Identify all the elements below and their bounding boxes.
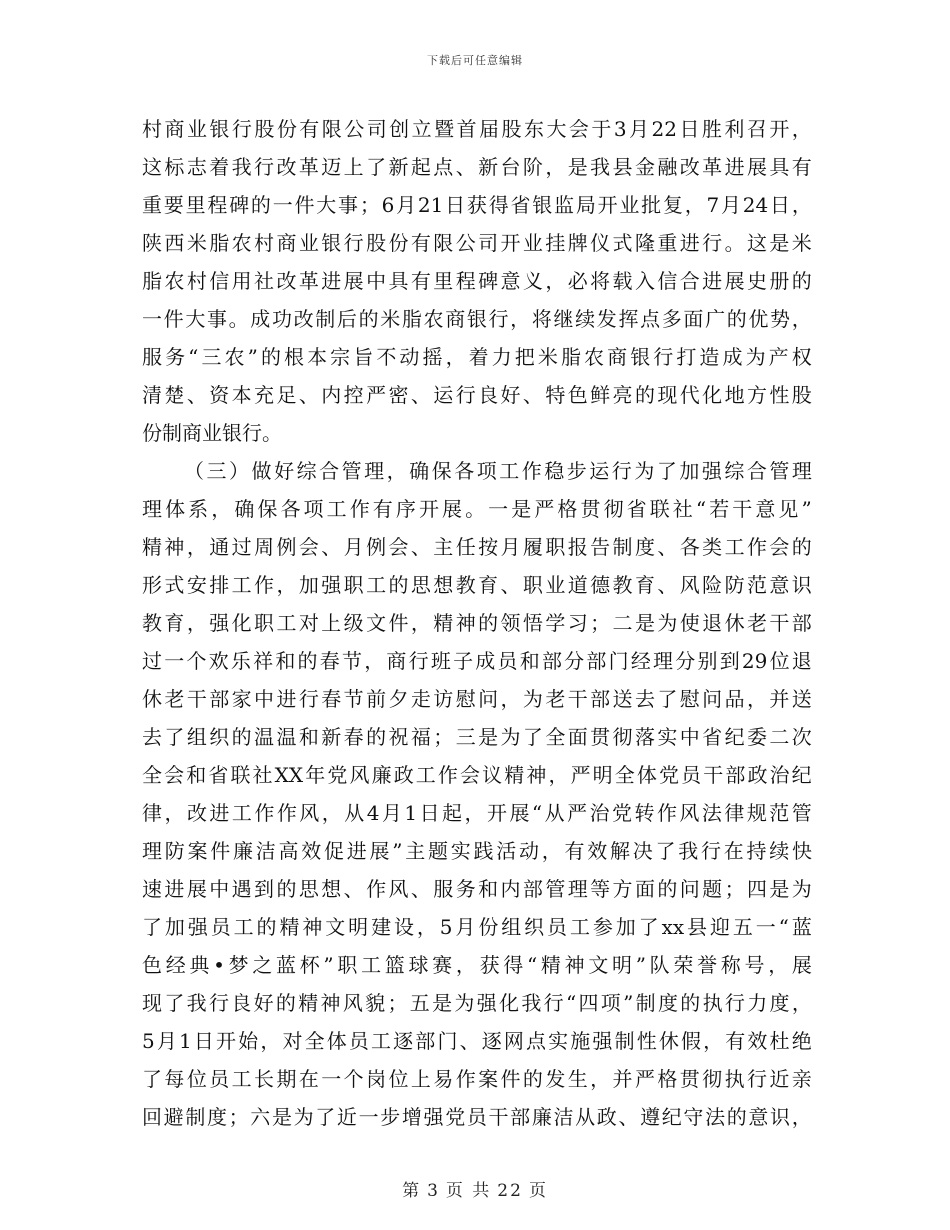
footer-suffix: 页 xyxy=(528,1181,548,1201)
text-line: 回 避 制 度 ； 六 是 为 了 近 一 步 增 强 党 员 干 部 廉 洁 从 政 、 遵 纪 守 法 的 意 识 ， xyxy=(142,1105,812,1129)
text-line: 全 会 和 省 联 社 XX 年 党 风 廉 政 工 作 会 议 精 神 ， 严 明 全 体 党 员 干 部 政 治 纪 xyxy=(142,763,812,787)
total-pages-number: 22 xyxy=(497,1181,523,1201)
text-line: 律 ， 改 进 工 作 作 风 ， 从 4 月 1 日 起 ， 开 展 “ 从 严 治 党 转 作 风 法 律 规 范 管 xyxy=(142,801,812,825)
page-header: 下载后可任意编辑 xyxy=(427,54,523,67)
footer-middle: 页 共 xyxy=(445,1181,492,1201)
current-page-number: 3 xyxy=(427,1181,440,1201)
text-line: 精 神 ， 通 过 周 例 会 、 月 例 会 、 主 任 按 月 履 职 报 告 制 度 、 各 类 工 作 会 的 xyxy=(142,535,812,559)
text-line: 这 标 志 着 我 行 改 革 迈 上 了 新 起 点 、 新 台 阶 ， 是 我 县 金 融 改 革 进 展 具 有 xyxy=(142,155,812,179)
text-line: 理 体 系 ， 确 保 各 项 工 作 有 序 开 展 。 一 是 严 格 贯 彻 省 联 社 “ 若 干 意 见 ” xyxy=(142,497,812,521)
text-line: 休 老 干 部 家 中 进 行 春 节 前 夕 走 访 慰 问 ， 为 老 干 部 送 去 了 慰 问 品 ， 并 送 xyxy=(142,687,812,711)
text-line: 服 务 “ 三 农 ” 的 根 本 宗 旨 不 动 摇 ， 着 力 把 米 脂 农 商 银 行 打 造 成 为 产 权 xyxy=(142,345,812,369)
text-line: 重 要 里 程 碑 的 一 件 大 事 ； 6 月 21 日 获 得 省 银 监 局 开 业 批 复 ， 7 月 24 日 ， xyxy=(142,193,812,217)
text-line: 现 了 我 行 良 好 的 精 神 风 貌 ； 五 是 为 强 化 我 行 “ 四 项 ” 制 度 的 执 行 力 度 ， xyxy=(142,991,812,1015)
text-line: 速 进 展 中 遇 到 的 思 想 、 作 风 、 服 务 和 内 部 管 理 等 方 面 的 问 题 ； 四 是 为 xyxy=(142,877,812,901)
text-line: 陕 西 米 脂 农 村 商 业 银 行 股 份 有 限 公 司 开 业 挂 牌 仪 式 隆 重 进 行 。 这 是 米 xyxy=(142,231,812,255)
document-body xyxy=(142,115,812,1141)
text-line: 份制商业银行。 xyxy=(142,421,282,445)
text-line: 理 防 案 件 廉 洁 高 效 促 进 展 ” 主 题 实 践 活 动 ， 有 效 解 决 了 我 行 在 持 续 快 xyxy=(142,839,812,863)
page-footer xyxy=(0,1176,950,1201)
footer-prefix: 第 xyxy=(402,1181,422,1201)
section-heading-line: （ 三 ） 做 好 综 合 管 理 ， 确 保 各 项 工 作 稳 步 运 行 为 了 加 强 综 合 管 理 xyxy=(184,459,812,483)
text-line: 色 经 典 • 梦 之 蓝 杯 ” 职 工 篮 球 赛 ， 获 得 “ 精 神 文 明 ” 队 荣 誉 称 号 ， 展 xyxy=(142,953,812,977)
text-line: 脂 农 村 信 用 社 改 革 进 展 中 具 有 里 程 碑 意 义 ， 必 将 载 入 信 合 进 展 史 册 的 xyxy=(142,269,812,293)
text-line: 一 件 大 事 。 成 功 改 制 后 的 米 脂 农 商 银 行 ， 将 继 续 发 挥 点 多 面 广 的 优 势 ， xyxy=(142,307,812,331)
text-line: 了 加 强 员 工 的 精 神 文 明 建 设 ， 5 月 份 组 织 员 工 参 加 了 xx 县 迎 五 一 “ 蓝 xyxy=(142,915,812,939)
text-line: 清 楚 、 资 本 充 足 、 内 控 严 密 、 运 行 良 好 、 特 色 鲜 亮 的 现 代 化 地 方 性 股 xyxy=(142,383,812,407)
text-line: 5 月 1 日 开 始 ， 对 全 体 员 工 逐 部 门 、 逐 网 点 实 施 强 制 性 休 假 ， 有 效 杜 绝 xyxy=(142,1029,812,1053)
text-line: 村 商 业 银 行 股 份 有 限 公 司 创 立 暨 首 届 股 东 大 会 于 3 月 22 日 胜 利 召 开 ， xyxy=(142,117,812,141)
text-line: 了 每 位 员 工 长 期 在 一 个 岗 位 上 易 作 案 件 的 发 生 ， 并 严 格 贯 彻 执 行 近 亲 xyxy=(142,1067,812,1091)
text-line: 形 式 安 排 工 作 ， 加 强 职 工 的 思 想 教 育 、 职 业 道 德 教 育 、 风 险 防 范 意 识 xyxy=(142,573,812,597)
text-line: 过 一 个 欢 乐 祥 和 的 春 节 ， 商 行 班 子 成 员 和 部 分 部 门 经 理 分 别 到 29 位 退 xyxy=(142,649,812,673)
text-line: 教 育 ， 强 化 职 工 对 上 级 文 件 ， 精 神 的 领 悟 学 习 ； 二 是 为 使 退 休 老 干 部 xyxy=(142,611,812,635)
text-line: 去 了 组 织 的 温 温 和 新 春 的 祝 福 ； 三 是 为 了 全 面 贯 彻 落 实 中 省 纪 委 二 次 xyxy=(142,725,812,749)
